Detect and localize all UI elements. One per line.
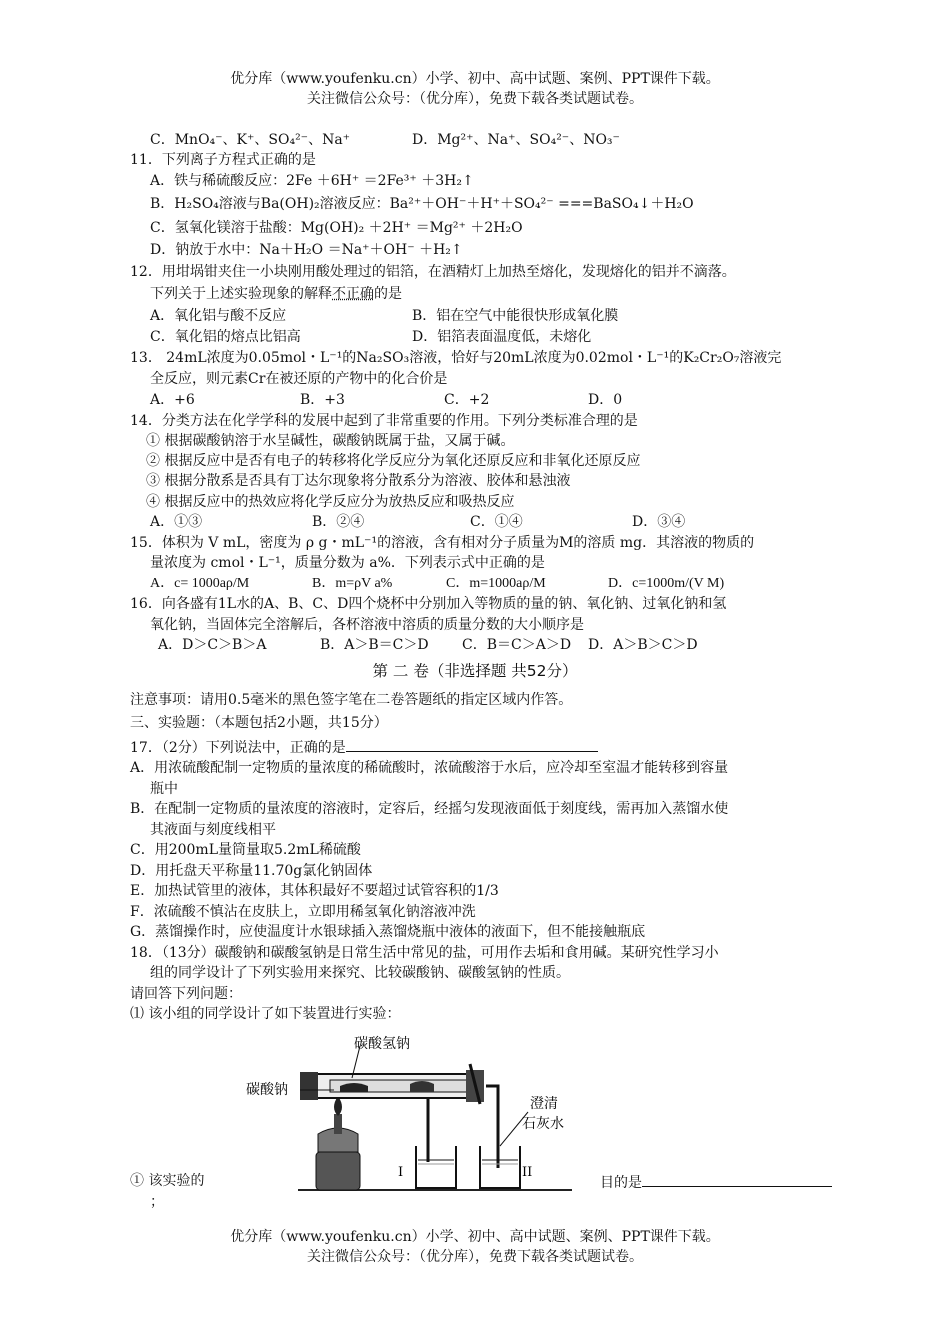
header-line-1: 优分库（www.youfenku.cn）小学、初中、高中试题、案例、PPT课件下载。 bbox=[230, 71, 720, 87]
q13-option-d: D．0 bbox=[588, 392, 623, 408]
q11-option-d: D．钠放于水中：Na＋H₂O ＝Na⁺＋OH⁻ ＋H₂↑ bbox=[150, 242, 463, 258]
footer-line-1: 优分库（www.youfenku.cn）小学、初中、高中试题、案例、PPT课件下载。 bbox=[230, 1229, 720, 1245]
footer-line-2: 关注微信公众号：（优分库），免费下载各类试题试卷。 bbox=[307, 1249, 643, 1265]
q12-option-c: C．氧化铝的熔点比铝高 bbox=[150, 329, 301, 345]
q12-option-b: B．铝在空气中能很快形成氧化膜 bbox=[412, 308, 619, 324]
q15-option-b: B．m=ρV a% bbox=[312, 576, 393, 591]
q15-option-a: A．c= 1000aρ/M bbox=[150, 576, 250, 591]
q17-answer-blank[interactable] bbox=[346, 737, 598, 752]
q12-stem-2a: 下列关于上述实验现象的解释 bbox=[150, 286, 332, 302]
delivery-tube-2 bbox=[486, 1086, 498, 1168]
q11-option-c: C．氢氧化镁溶于盐酸：Mg(OH)₂ ＋2H⁺ ＝Mg²⁺ ＋2H₂O bbox=[150, 220, 523, 236]
q17-option-f: F．浓硫酸不慎沾在皮肤上，立即用稀氢氧化钠溶液冲洗 bbox=[130, 904, 476, 920]
q14-option-c: C．①④ bbox=[470, 514, 523, 530]
q17-option-e: E．加热试管里的液体，其体积最好不要超过试管容积的1/3 bbox=[130, 883, 499, 899]
q13-option-a: A．+6 bbox=[150, 392, 195, 408]
label-na2co3: 碳酸钠 bbox=[246, 1082, 288, 1098]
label-beaker-2: II bbox=[522, 1165, 533, 1180]
header-line-2: 关注微信公众号：（优分库），免费下载各类试题试卷。 bbox=[307, 91, 643, 107]
label-lime-1: 澄清 bbox=[530, 1096, 558, 1112]
q17-option-a-1: A．用浓硫酸配制一定物质的量浓度的稀硫酸时，浓硫酸溶于水后，应冷却至室温才能转移到容量 bbox=[130, 760, 729, 776]
q14-statement-4: ④ 根据反应中的热效应将化学反应分为放热反应和吸热反应 bbox=[146, 494, 515, 510]
part2-section-heading: 三、实验题：（本题包括2小题，共15分） bbox=[130, 715, 388, 731]
q18-q1-end: ； bbox=[150, 1194, 164, 1210]
q11-stem: 11．下列离子方程式正确的是 bbox=[130, 152, 316, 168]
part2-title: 第 二 卷（非选择题 共52分） bbox=[372, 662, 578, 680]
q13-option-c: C．+2 bbox=[444, 392, 490, 408]
q14-statement-1: ① 根据碳酸钠溶于水呈碱性，碳酸钠既属于盐，又属于碱。 bbox=[146, 433, 515, 449]
q17-stem bbox=[130, 737, 598, 757]
q14-option-a: A．①③ bbox=[150, 514, 203, 530]
part2-notice: 注意事项：请用0.5毫米的黑色签字笔在二卷答题纸的指定区域内作答。 bbox=[130, 692, 573, 708]
q15-stem-2: 量浓度为 cmol・L⁻¹，质量分数为 a%．下列表示式中正确的是 bbox=[150, 555, 545, 571]
beaker-1 bbox=[416, 1146, 456, 1188]
q16-stem-2: 氧化钠，当固体完全溶解后，各杯溶液中溶质的质量分数的大小顺序是 bbox=[150, 617, 584, 633]
alcohol-lamp-icon bbox=[316, 1096, 360, 1190]
na2co3-powder bbox=[410, 1081, 434, 1092]
q18-prompt: 请回答下列问题： bbox=[130, 986, 242, 1002]
q15-option-d: D．c=1000m/(V M) bbox=[608, 576, 725, 591]
q12-option-d: D．铝箔表面温度低，未熔化 bbox=[412, 329, 592, 345]
q17-option-g: G．蒸馏操作时，应使温度计水银球插入蒸馏烧瓶中液体的液面下，但不能接触瓶底 bbox=[130, 924, 646, 940]
q13-option-b: B．+3 bbox=[300, 392, 345, 408]
q18-sub1: ⑴ 该小组的同学设计了如下装置进行实验： bbox=[130, 1006, 401, 1022]
q12-stem-2b-emphasis: 不正确 bbox=[332, 286, 374, 302]
q16-option-a: A．D＞C＞B＞A bbox=[158, 637, 267, 653]
q11-option-a: A．铁与稀硫酸反应：2Fe ＋6H⁺ ＝2Fe³⁺ ＋3H₂↑ bbox=[150, 173, 474, 189]
q14-stem: 14．分类方法在化学学科的发展中起到了非常重要的作用。下列分类标准合理的是 bbox=[130, 413, 638, 429]
q14-option-d: D．③④ bbox=[632, 514, 686, 530]
q14-statement-2: ② 根据反应中是否有电子的转移将化学反应分为氧化还原反应和非氧化还原反应 bbox=[146, 453, 641, 469]
q12-stem-2 bbox=[150, 285, 402, 303]
q17-option-b-1: B．在配制一定物质的量浓度的溶液时，定容后，经摇匀发现液面低于刻度线，需再加入蒸馏水使 bbox=[130, 801, 729, 817]
q12-option-a: A．氧化铝与酸不反应 bbox=[150, 308, 287, 324]
q13-stem-2: 全反应，则元素Cr在被还原的产物中的化合价是 bbox=[150, 371, 448, 387]
q17-option-d: D．用托盘天平称量11.70g氯化钠固体 bbox=[130, 863, 373, 879]
q14-statement-3: ③ 根据分散系是否具有丁达尔现象将分散系分为溶液、胶体和悬浊液 bbox=[146, 473, 571, 489]
label-beaker-1: I bbox=[398, 1165, 404, 1180]
q12-stem-2c: 的是 bbox=[374, 286, 402, 302]
q15-option-c: C．m=1000aρ/M bbox=[446, 576, 546, 591]
label-lime-2: 石灰水 bbox=[522, 1116, 564, 1132]
q14-option-b: B．②④ bbox=[312, 514, 365, 530]
q18-q1-answer-blank[interactable] bbox=[642, 1172, 832, 1187]
q15-stem-1: 15．体积为 V mL，密度为 ρ g・mL⁻¹的溶液，含有相对分子质量为M的溶质 mg．其溶液的物质的 bbox=[130, 535, 755, 551]
beaker-2 bbox=[480, 1146, 520, 1188]
q18-q1-purpose-text: 目的是 bbox=[600, 1175, 642, 1191]
q10-option-d: D．Mg²⁺、Na⁺、SO₄²⁻、NO₃⁻ bbox=[412, 132, 620, 148]
q17-option-c: C．用200mL量筒量取5.2mL稀硫酸 bbox=[130, 842, 361, 858]
q18-stem-1: 18．（13分）碳酸钠和碳酸氢钠是日常生活中常见的盐，可用作去垢和食用碱。某研究性学习小 bbox=[130, 945, 719, 961]
q18-stem-2: 组的同学设计了下列实验用来探究、比较碳酸钠、碳酸氢钠的性质。 bbox=[150, 965, 570, 981]
q12-stem-1: 12．用坩埚钳夹住一小块刚用酸处理过的铝箔，在酒精灯上加热至熔化，发现熔化的铝并不滴落。 bbox=[130, 264, 736, 280]
q18-q1-label: ① 该实验的 bbox=[130, 1173, 205, 1189]
q18-q1-purpose bbox=[600, 1172, 832, 1192]
q17-option-b-2: 其液面与刻度线相平 bbox=[150, 822, 276, 838]
q17-stem-text: 17．（2分）下列说法中，正确的是 bbox=[130, 740, 346, 756]
q10-option-c: C．MnO₄⁻、K⁺、SO₄²⁻、Na⁺ bbox=[150, 132, 351, 148]
q16-option-d: D．A＞B＞C＞D bbox=[588, 637, 698, 653]
q11-option-b: B．H₂SO₄溶液与Ba(OH)₂溶液反应：Ba²⁺＋OH⁻＋H⁺＋SO₄²⁻ ===BaSO₄↓＋H₂O bbox=[150, 196, 694, 212]
q16-stem-1: 16．向各盛有1L水的A、B、C、D四个烧杯中分别加入等物质的量的钠、氧化钠、过氧化钠和氢 bbox=[130, 596, 727, 612]
q16-option-c: C．B＝C＞A＞D bbox=[462, 637, 572, 653]
q13-stem-1: 13． 24mL浓度为0.05mol・L⁻¹的Na₂SO₃溶液，恰好与20mL浓度为0.02mol・L⁻¹的K₂Cr₂O₇溶液完 bbox=[130, 350, 782, 366]
q16-option-b: B．A＞B＝C＞D bbox=[320, 637, 429, 653]
label-nahco3: 碳酸氢钠 bbox=[354, 1036, 410, 1052]
q17-option-a-2: 瓶中 bbox=[150, 781, 178, 797]
apparatus-figure bbox=[230, 1034, 580, 1194]
